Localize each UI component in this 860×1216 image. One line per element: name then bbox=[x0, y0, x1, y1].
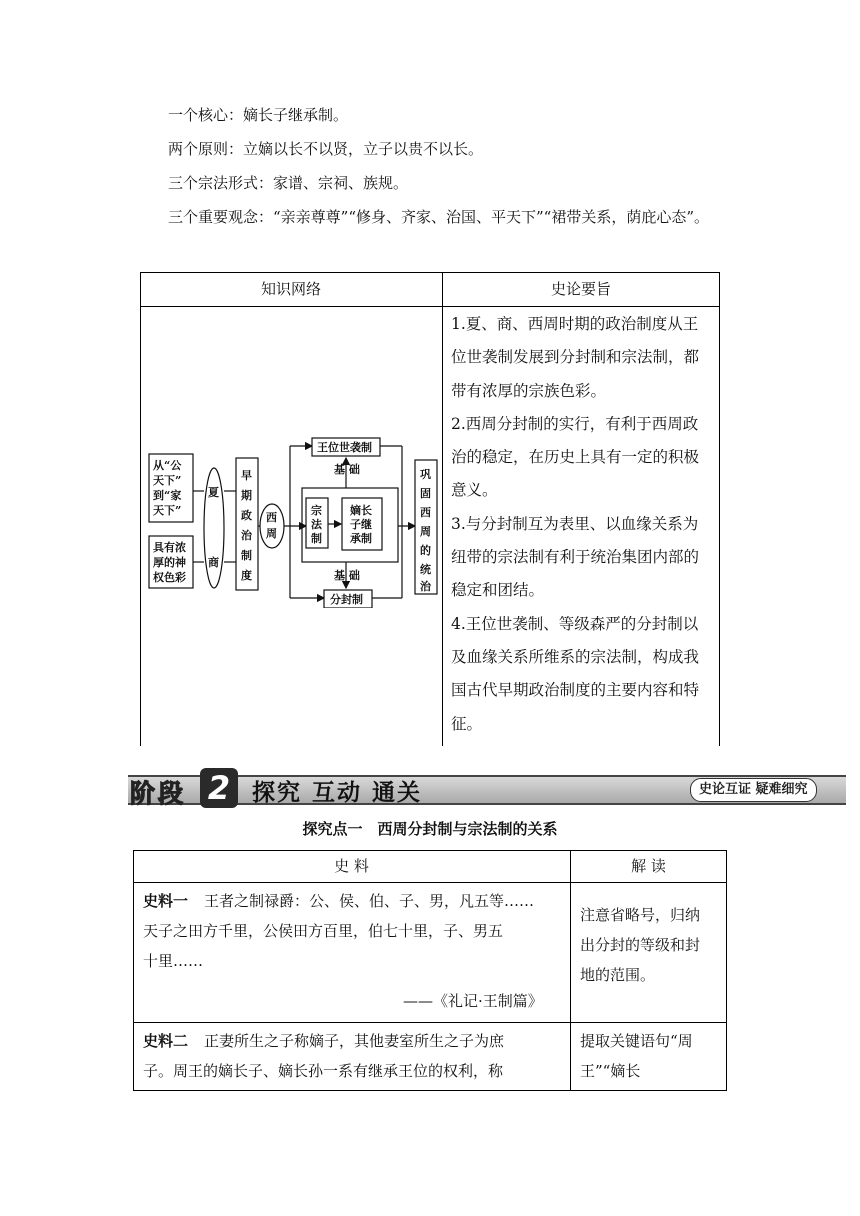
svg-text:固: 固 bbox=[420, 487, 431, 500]
key-point: 4.王位世袭制、等级森严的分封制以及血缘关系所维系的宗法制，构成我国古代早期政治制度的主要内容和特征。 bbox=[451, 614, 700, 733]
svg-text:西: 西 bbox=[420, 506, 431, 519]
svg-text:统: 统 bbox=[420, 563, 431, 576]
svg-text:承制: 承制 bbox=[350, 532, 372, 545]
svg-text:分封制: 分封制 bbox=[330, 593, 363, 606]
svg-text:的: 的 bbox=[420, 544, 431, 557]
svg-text:期: 期 bbox=[241, 489, 252, 502]
svg-text:权色彩: 权色彩 bbox=[153, 571, 186, 584]
svg-text:基 础: 基 础 bbox=[334, 463, 360, 476]
source-two-interpretation: 提取关键语句“周 王”“嫡长 bbox=[580, 1032, 693, 1080]
svg-text:王位世袭制: 王位世袭制 bbox=[317, 441, 372, 454]
key-points-header: 史论要旨 bbox=[550, 280, 611, 298]
stage-banner bbox=[128, 770, 848, 806]
svg-text:巩: 巩 bbox=[420, 468, 431, 481]
knowledge-network-diagram bbox=[148, 436, 438, 612]
svg-text:周: 周 bbox=[420, 525, 431, 538]
source-analysis-table bbox=[133, 850, 727, 1091]
svg-text:具有浓: 具有浓 bbox=[153, 541, 186, 554]
source-two-text: 史料二 正妻所生之子称嫡子，其他妻室所生之子为庶 子。周王的嫡长子、嫡长孙一系有继承王位的权利，称 bbox=[143, 1032, 505, 1080]
svg-text:政: 政 bbox=[241, 509, 252, 522]
key-point: 2.西周分封制的实行，有利于西周政治的稳定，在历史上具有一定的积极意义。 bbox=[451, 414, 700, 500]
svg-text:到“家: 到“家 bbox=[153, 489, 182, 502]
source-one-interpretation: 注意省略号，归纳 出分封的等级和封 地的范围。 bbox=[580, 906, 701, 984]
stage-label: 阶段 bbox=[130, 779, 187, 808]
source-two-label: 史料二 bbox=[143, 1032, 189, 1050]
svg-text:基 础: 基 础 bbox=[334, 569, 360, 582]
svg-text:厚的神: 厚的神 bbox=[153, 556, 186, 569]
clan-forms-text: 三个宗法形式：家谱、宗祠、族规。 bbox=[168, 174, 409, 192]
svg-text:天下”: 天下” bbox=[153, 504, 182, 517]
source-header: 史 料 bbox=[334, 857, 369, 875]
source-one-label: 史料一 bbox=[143, 892, 189, 910]
stage-number: 2 bbox=[200, 768, 238, 808]
svg-text:商: 商 bbox=[208, 556, 219, 569]
svg-text:西: 西 bbox=[266, 511, 277, 524]
source-one-citation: ——《礼记·王制篇》 bbox=[403, 992, 543, 1010]
knowledge-network-header: 知识网络 bbox=[260, 280, 321, 298]
key-point: 3.与分封制互为表里、以血缘关系为纽带的宗法制有利于统治集团内部的稳定和团结。 bbox=[451, 514, 700, 600]
banner-title: 探究 互动 通关 bbox=[252, 779, 423, 806]
source-one-text: 史料一 王者之制禄爵：公、侯、伯、子、男，凡五等…… 天子之田方千里，公侯田方百里，伯七十里，子、男五 十里…… bbox=[143, 892, 535, 970]
svg-text:治: 治 bbox=[241, 529, 252, 542]
svg-text:宗: 宗 bbox=[311, 504, 322, 517]
svg-text:治: 治 bbox=[420, 580, 431, 593]
svg-text:周: 周 bbox=[266, 527, 277, 540]
svg-text:制: 制 bbox=[311, 532, 322, 545]
svg-text:夏: 夏 bbox=[208, 486, 219, 499]
svg-text:从“公: 从“公 bbox=[153, 459, 182, 472]
svg-text:早: 早 bbox=[241, 469, 252, 482]
key-point: 1.夏、商、西周时期的政治制度从王位世袭制发展到分封制和宗法制，都带有浓厚的宗族色彩。 bbox=[451, 315, 700, 400]
core-principle-text: 一个核心：嫡长子继承制。 bbox=[168, 106, 349, 124]
key-points-list bbox=[451, 308, 713, 741]
interpretation-header: 解 读 bbox=[631, 857, 666, 875]
svg-text:嫡长: 嫡长 bbox=[350, 504, 372, 517]
banner-tag: 史论互证 疑难细究 bbox=[690, 778, 817, 802]
svg-text:制: 制 bbox=[241, 549, 252, 562]
svg-text:法: 法 bbox=[311, 518, 322, 531]
svg-text:天下”: 天下” bbox=[153, 474, 182, 487]
svg-text:度: 度 bbox=[241, 569, 252, 582]
two-principles-text: 两个原则：立嫡以长不以贤，立子以贵不以长。 bbox=[168, 140, 484, 158]
svg-text:子继: 子继 bbox=[350, 518, 372, 531]
key-concepts-text: 三个重要观念：“亲亲尊尊”“修身、齐家、治国、平天下”“裙带关系，荫庇心态”。 bbox=[168, 208, 710, 226]
section-title: 探究点一 西周分封制与宗法制的关系 bbox=[302, 820, 558, 838]
